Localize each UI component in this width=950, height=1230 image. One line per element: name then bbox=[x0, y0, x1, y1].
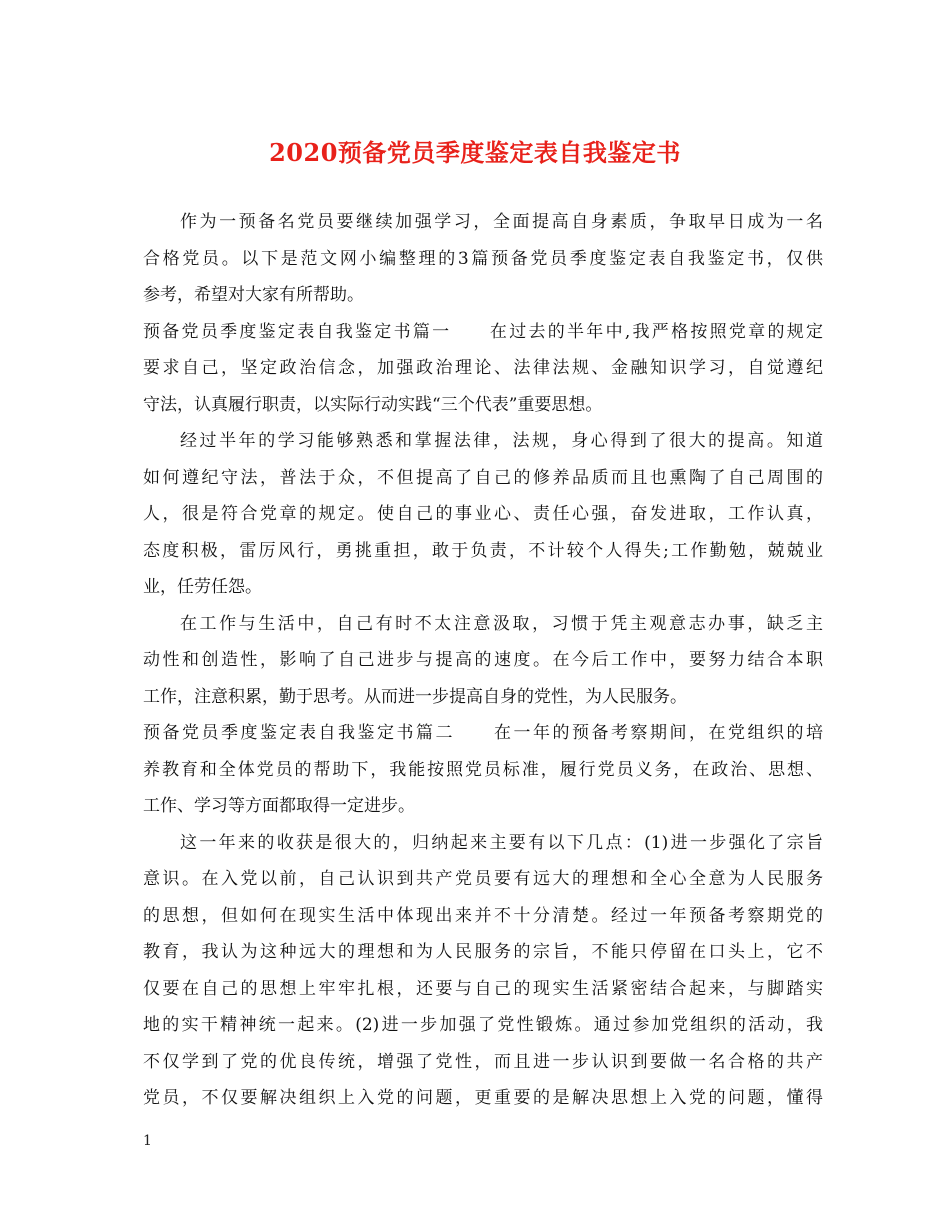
text-line: 不仅学到了党的优良传统，增强了党性，而且进一步认识到要做一名合格的共产 bbox=[143, 1051, 823, 1072]
text-line: 地的实干精神统一起来。(2)进一步加强了党性锻炼。通过参加党组织的活动，我 bbox=[143, 1015, 823, 1035]
text-line: 预备党员季度鉴定表自我鉴定书篇二 在一年的预备考察期间，在党组织的培 bbox=[143, 723, 823, 743]
text-line: 工作、学习等方面都取得一定进步。 bbox=[143, 796, 415, 816]
text-line: 的思想，但如何在现实生活中体现出来并不十分清楚。经过一年预备考察期党的 bbox=[143, 905, 823, 926]
text-line: 这一年来的收获是很大的，归纳起来主要有以下几点：(1)进一步强化了宗旨 bbox=[180, 832, 823, 853]
text-line: 作为一预备名党员要继续加强学习，全面提高自身素质，争取早日成为一名 bbox=[180, 212, 823, 232]
document-title: 2020预备党员季度鉴定表自我鉴定书 bbox=[269, 138, 681, 167]
text-line: 业，任劳任怨。 bbox=[143, 577, 262, 597]
text-line: 动性和创造性，影响了自己进步与提高的速度。在今后工作中，要努力结合本职 bbox=[143, 650, 823, 670]
text-line: 如何遵纪守法，普法于众，不但提高了自己的修养品质而且也熏陶了自己周围的 bbox=[143, 467, 823, 488]
text-line: 仅要在自己的思想上牢牢扎根，还要与自己的现实生活紧密结合起来，与脚踏实 bbox=[143, 978, 823, 999]
text-line: 教育，我认为这种远大的理想和为人民服务的宗旨，不能只停留在口头上，它不 bbox=[143, 942, 823, 962]
text-line: 意识。在入党以前，自己认识到共产党员要有远大的理想和全心全意为人民服务 bbox=[143, 869, 823, 889]
text-line: 守法，认真履行职责，以实际行动实践“三个代表”重要思想。 bbox=[143, 394, 603, 415]
text-line: 态度积极，雷厉风行，勇挑重担，敢于负责，不计较个人得失;工作勤勉，兢兢业 bbox=[143, 540, 823, 561]
text-line: 人，很是符合党章的规定。使自己的事业心、责任心强，奋发进取，工作认真， bbox=[143, 504, 823, 524]
document-body bbox=[143, 204, 823, 1117]
text-line: 要求自己，坚定政治信念，加强政治理论、法律法规、金融知识学习，自觉遵纪 bbox=[143, 358, 823, 378]
text-line: 工作，注意积累，勤于思考。从而进一步提高自身的党性，为人民服务。 bbox=[143, 686, 687, 707]
text-line: 在工作与生活中，自己有时不太注意汲取，习惯于凭主观意志办事，缺乏主 bbox=[180, 613, 823, 634]
text-line: 参考，希望对大家有所帮助。 bbox=[143, 285, 364, 305]
text-line: 预备党员季度鉴定表自我鉴定书篇一 在过去的半年中,我严格按照党章的规定 bbox=[143, 321, 823, 342]
text-line: 党员，不仅要解决组织上入党的问题，更重要的是解决思想上入党的问题，懂得 bbox=[143, 1088, 823, 1108]
text-line: 合格党员。以下是范文网小编整理的3篇预备党员季度鉴定表自我鉴定书，仅供 bbox=[143, 248, 823, 269]
text-line: 养教育和全体党员的帮助下，我能按照党员标准，履行党员义务，在政治、思想、 bbox=[143, 759, 823, 780]
page-number: 1 bbox=[143, 1133, 152, 1149]
text-line: 经过半年的学习能够熟悉和掌握法律，法规，身心得到了很大的提高。知道 bbox=[180, 431, 823, 451]
